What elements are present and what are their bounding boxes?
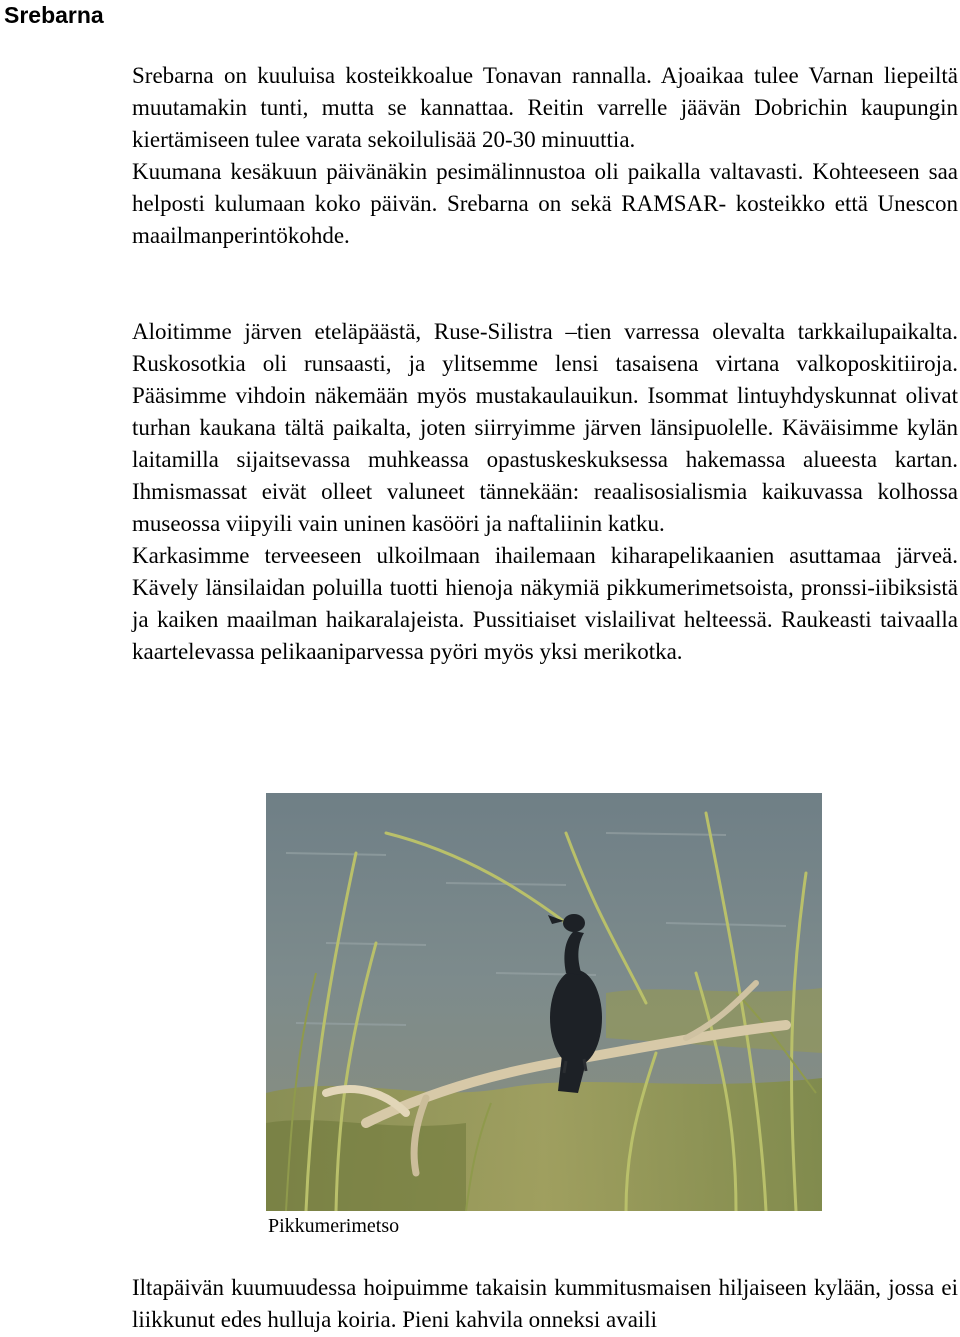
closing-text xyxy=(132,1272,958,1336)
photo-caption: Pikkumerimetso xyxy=(268,1215,400,1237)
paragraph: Aloitimme järven eteläpäästä, Ruse-Silistra –tien varressa olevalta tarkkailupaikalta. Ruskosotkia oli runsaasti, ja ylitsemme lensi tasaisena virtana valkoposkitiiroja. Pääsimme vihdoin näkemään myös mustakaulauikun. Isommat lintuyhdyskunnat olivat turhan kaukana tältä paikalta, joten siirryimme järven länsipuolelle. Käväisimme kylän laitamilla sijaitsevassa muhkeassa opastuskeskuksessa hakemassa alueesta kartan. Ihmismassat eivät olleet valuneet tännekään: reaalisosialismia kaikuvassa kolhossa museossa viipyili vain uninen kasööri ja naftaliinin katku. xyxy=(132,319,958,536)
intro-text xyxy=(132,60,958,252)
paragraph: Srebarna on kuuluisa kosteikkoalue Tonavan rannalla. Ajoaikaa tulee Varnan liepeiltä muutamakin tunti, mutta se kannattaa. Reitin varrelle jäävän Dobrichin kaupungin kiertämiseen tulee varata sekoilulisää 20-30 minuuttia. xyxy=(132,63,958,152)
page-title: Srebarna xyxy=(4,2,104,28)
paragraph: Iltapäivän kuumuudessa hoipuimme takaisin kummitusmaisen hiljaiseen kylään, jossa ei liikkunut edes hulluja koiria. Pieni kahvila onneksi availi xyxy=(132,1275,958,1332)
cormorant-photo xyxy=(266,793,822,1211)
paragraph: Karkasimme terveeseen ulkoilmaan ihailemaan kiharapelikaanien asuttamaa järveä. Kävely länsilaidan poluilla tuotti hienoja näkymiä pikkumerimetsoista, pronssi-iibiksistä ja kaiken maailman haikaralajeista. Pussitiaiset vislailivat helteessä. Raukeasti taivaalla kaartelevassa pelikaaniparvessa pyöri myös yksi merikotka. xyxy=(132,543,958,664)
paragraph: Kuumana kesäkuun päivänäkin pesimälinnustoa oli paikalla valtavasti. Kohteeseen saa helposti kulumaan koko päivän. Srebarna on sekä RAMSAR- kosteikko että Unescon maailmanperintökohde. xyxy=(132,159,958,248)
main-text xyxy=(132,316,958,668)
